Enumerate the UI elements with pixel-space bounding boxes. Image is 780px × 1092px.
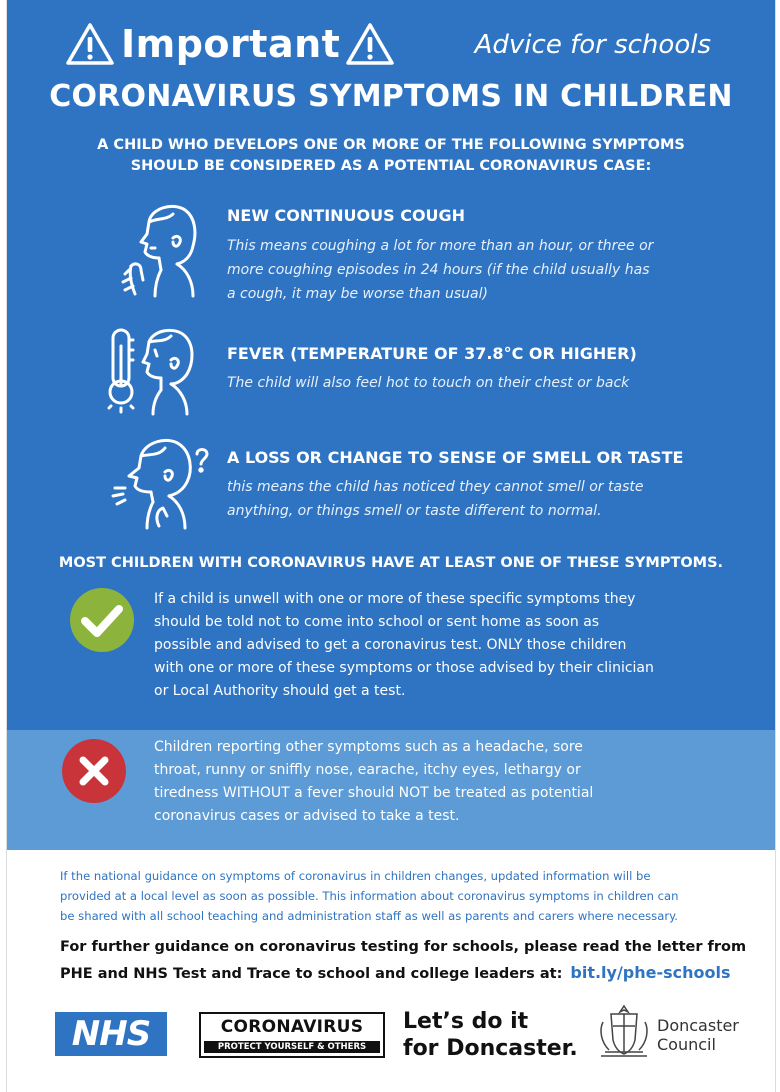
symptom-title: NEW CONTINUOUS COUGH bbox=[227, 206, 466, 225]
paragraph-line: with one or more of these symptoms or those advised by their clinician bbox=[154, 660, 654, 676]
paragraph-line: Children reporting other symptoms such as a headache, sore bbox=[154, 739, 583, 755]
coronavirus-campaign-logo bbox=[199, 1012, 385, 1058]
guidance-note bbox=[60, 866, 750, 926]
paragraph-line: If a child is unwell with one or more of these specific symptoms they bbox=[154, 591, 636, 607]
intro-line: SHOULD BE CONSIDERED AS A POTENTIAL CORONAVIRUS CASE: bbox=[130, 158, 652, 174]
paragraph-line: or Local Authority should get a test. bbox=[154, 683, 406, 699]
intro-text bbox=[7, 135, 775, 177]
further-line: PHE and NHS Test and Trace to school and college leaders at: bbox=[60, 966, 563, 982]
council-crest-icon bbox=[593, 1002, 655, 1062]
nhs-logo: NHS bbox=[55, 1012, 167, 1056]
lets-do-it-logo bbox=[403, 1008, 578, 1062]
note-line: provided at a local level as soon as possible. This information about coronavirus symptoms in children can bbox=[60, 889, 679, 903]
paragraph-line: throat, runny or sniffly nose, earache, itchy eyes, lethargy or bbox=[154, 762, 581, 778]
checkmark-icon bbox=[70, 588, 134, 652]
note-line: be shared with all school teaching and administration staff as well as parents and carers where necessary. bbox=[60, 909, 678, 923]
warning-icon bbox=[345, 22, 395, 66]
symptom-action-paragraph bbox=[154, 588, 714, 703]
symptom-description bbox=[227, 475, 697, 523]
paragraph-line: should be told not to come into school or sent home as soon as bbox=[154, 614, 600, 630]
symptom-description-line: The child will also feel hot to touch on their chest or back bbox=[227, 375, 630, 391]
symptom-description-line: this means the child has noticed they cannot smell or taste bbox=[227, 479, 644, 495]
other-symptoms-paragraph bbox=[154, 736, 714, 828]
paragraph-line: possible and advised to get a coronavirus test. ONLY those children bbox=[154, 637, 627, 653]
symptom-description-line: This means coughing a lot for more than an hour, or three or bbox=[227, 238, 654, 254]
check-circle bbox=[70, 588, 134, 652]
doncaster-council-logo bbox=[657, 1016, 739, 1054]
further-line: For further guidance on coronavirus testing for schools, please read the letter from bbox=[60, 939, 747, 955]
campaign-title: CORONAVIRUS bbox=[220, 1017, 364, 1037]
symptom-description-line: more coughing episodes in 24 hours (if the child usually has bbox=[227, 262, 650, 278]
slogan-line: Let’s do it bbox=[403, 1009, 529, 1034]
close-icon bbox=[62, 739, 126, 803]
intro-line: A CHILD WHO DEVELOPS ONE OR MORE OF THE FOLLOWING SYMPTOMS bbox=[97, 137, 685, 153]
council-name-line: Doncaster bbox=[657, 1016, 739, 1035]
smelling-child-icon bbox=[111, 436, 215, 530]
most-children-heading: MOST CHILDREN WITH CORONAVIRUS HAVE AT LEAST ONE OF THESE SYMPTOMS. bbox=[58, 555, 724, 571]
symptom-title: A LOSS OR CHANGE TO SENSE OF SMELL OR TASTE bbox=[227, 448, 684, 467]
thermometer-child-icon bbox=[105, 324, 201, 416]
paragraph-line: tiredness WITHOUT a fever should NOT be treated as potential bbox=[154, 785, 594, 801]
symptom-description bbox=[227, 371, 697, 395]
important-heading: Important bbox=[121, 22, 341, 66]
symptom-description-line: anything, or things smell or taste different to normal. bbox=[227, 503, 602, 519]
slogan-line: for Doncaster. bbox=[403, 1036, 578, 1061]
note-line: If the national guidance on symptoms of coronavirus in children changes, updated information will be bbox=[60, 869, 651, 883]
page-title: CORONAVIRUS SYMPTOMS IN CHILDREN bbox=[49, 79, 733, 114]
paragraph-line: coronavirus cases or advised to take a test. bbox=[154, 808, 460, 824]
symptom-description bbox=[227, 234, 697, 306]
council-name-line: Council bbox=[657, 1035, 716, 1054]
symptom-description-line: a cough, it may be worse than usual) bbox=[227, 286, 488, 302]
advice-subtitle: Advice for schools bbox=[474, 30, 711, 60]
warning-icon bbox=[65, 22, 115, 66]
cross-circle bbox=[62, 739, 126, 803]
campaign-tagline: PROTECT YOURSELF & OTHERS bbox=[204, 1041, 380, 1053]
poster bbox=[6, 0, 776, 1092]
symptom-title: FEVER (TEMPERATURE OF 37.8°C OR HIGHER) bbox=[227, 344, 637, 363]
phe-schools-link[interactable]: bit.ly/phe-schools bbox=[570, 963, 731, 982]
further-guidance bbox=[60, 935, 760, 987]
coughing-child-icon bbox=[111, 200, 203, 300]
